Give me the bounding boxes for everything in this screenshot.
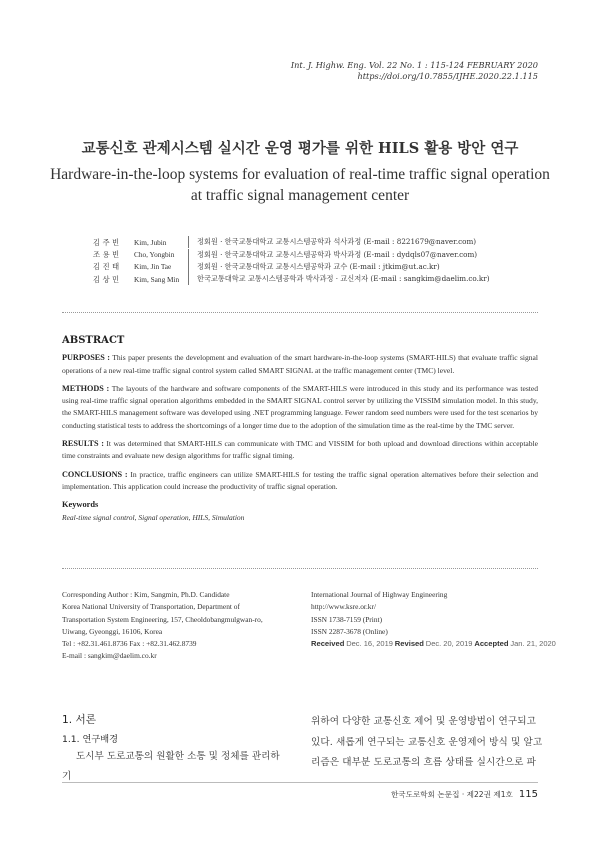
- methods-label: METHODS :: [62, 383, 110, 393]
- abstract-results: [62, 438, 538, 463]
- subsection-heading: 1.1. 연구배경: [62, 734, 118, 745]
- author-row: [93, 248, 490, 260]
- purposes-text: This paper presents the development and evaluation of the smart hardware-in-the-loop systems (SMART-HILS) that evaluate traffic signal operations of a new real-time traffic signal control system called SMART SIGNAL at the traffic management center (TMC) level.: [62, 353, 538, 375]
- publication-line: ISSN 2287-3678 (Online): [311, 626, 388, 636]
- publication-line: ISSN 1738-7159 (Print): [311, 614, 383, 624]
- conclusions-text: In practice, traffic engineers can utilize SMART-HILS for testing the traffic signal operation alternatives before their selection and implementation. This application could increase the productivity of traffic signal operation.: [62, 469, 538, 491]
- abstract-methods: [62, 383, 538, 432]
- results-text: It was determined that SMART-HILS can communicate with TMC and VISSIM for both upload and download directions within acceptable time constraints and evaluate new design algorithms for traffic signal timing.: [62, 439, 538, 461]
- author-affiliation: 정회원 · 한국교통대학교 교통시스템공학과 교수 (E-mail : jtkim@ut.ac.kr): [197, 261, 440, 271]
- corresponding-author-block: [62, 589, 290, 663]
- abstract: [62, 335, 538, 524]
- section-heading: 1. 서론: [62, 714, 96, 726]
- author-name-en: Kim, Jin Tae: [134, 261, 189, 273]
- body-text-left: 도시부 도로교통의 원활한 소통 및 정체를 관리하기: [62, 751, 280, 782]
- title-korean: 교통신호 관제시스템 실시간 운영 평가를 위한 HILS 활용 방안 연구: [81, 140, 519, 157]
- abstract-conclusions: [62, 469, 538, 494]
- revised-label: Revised: [394, 639, 424, 649]
- methods-text: The layouts of the hardware and software components of the SMART-HILS were introduced in this study and its performance was tested using real-time traffic signal operation algorithms embedded in the SMART SIGNAL control server by utilizing the VISSIM simulation model. In this study, the SMART-HILS management software was developed using .NET programming language. Fewer random seed numbers were used for the test scenarios by conducting statistical tests to address the shortcomings of a longer time due to the adoption of the simulation time as the real-time by the TMC server.: [62, 383, 538, 430]
- body-line: 리즘은 대부분 도로교통의 흐름 상태를 실시간으로 파: [311, 757, 536, 768]
- keywords-text: Real-time signal control, Signal operation, HILS, Simulation: [62, 512, 245, 522]
- body-line: 있다. 새롭게 연구되는 교통신호 운영제어 방식 및 알고: [311, 736, 543, 748]
- keywords-heading: Keywords: [62, 500, 99, 510]
- body-line: 위하여 다양한 교통신호 제어 및 운영방법이 연구되고: [311, 716, 536, 727]
- author-name-ko: 조 용 빈: [93, 250, 120, 260]
- author-affiliation: 정회원 · 한국교통대학교 교통시스템공학과 박사과정 (E-mail : dydqls07@naver.com): [197, 249, 478, 259]
- title-english-line-2: at traffic signal management center: [190, 187, 410, 204]
- footer-divider: [62, 782, 538, 783]
- abstract-purposes: [62, 352, 538, 377]
- author-name-en: Kim, Sang Min: [134, 273, 189, 285]
- journal-citation: Int. J. Highw. Eng. Vol. 22 No. 1 : 115-124 FEBRUARY 2020: [290, 60, 538, 70]
- author-name-ko: 김 진 태: [93, 262, 120, 272]
- author-affiliation: 한국교통대학교 교통시스템공학과 박사과정 · 교신저자 (E-mail : sangkim@daelim.co.kr): [197, 274, 490, 284]
- corresponding-line: Transportation System Engineering, 157, Cheoldobangmulgwan-ro,: [62, 614, 263, 624]
- title-english-line-1: Hardware-in-the-loop systems for evaluation of real-time traffic signal operation: [50, 166, 550, 183]
- author-affiliation: 정회원 · 한국교통대학교 교통시스템공학과 석사과정 (E-mail : 8221679@naver.com): [197, 237, 477, 247]
- author-row: [93, 236, 490, 248]
- author-name-en: Cho, Yongbin: [134, 249, 189, 261]
- purposes-label: PURPOSES :: [62, 353, 111, 363]
- footer-journal: 한국도로학회 논문집 · 제22권 제1호: [390, 790, 513, 799]
- page-number: 115: [518, 789, 538, 800]
- divider: [62, 312, 538, 313]
- abstract-heading: ABSTRACT: [62, 335, 125, 346]
- author-list: [93, 236, 490, 286]
- body-text-right: [311, 712, 543, 774]
- journal-doi: https://doi.org/10.7855/IJHE.2020.22.1.115: [357, 71, 538, 81]
- corresponding-line: Uiwang, Gyeonggi, 16106, Korea: [62, 626, 163, 636]
- journal-header: [291, 60, 538, 82]
- author-name-ko: 김 상 민: [93, 274, 120, 284]
- received-label: Received: [311, 639, 345, 649]
- author-name-ko: 김 주 빈: [93, 237, 120, 247]
- publication-dates: [311, 638, 556, 650]
- author-name-en: Kim, Jubin: [134, 236, 189, 248]
- accepted-date: Jan. 21, 2020: [510, 639, 556, 649]
- corresponding-line: Corresponding Author : Kim, Sangmin, Ph.D. Candidate: [62, 590, 230, 599]
- received-date: Dec. 16, 2019: [346, 639, 393, 649]
- corresponding-line: E-mail : sangkim@daelim.co.kr: [62, 651, 157, 661]
- revised-date: Dec. 20, 2019: [425, 639, 473, 649]
- corresponding-line: Korea National University of Transportation, Department of: [62, 602, 240, 612]
- author-row: [93, 261, 490, 273]
- conclusions-label: CONCLUSIONS :: [62, 469, 128, 479]
- page-footer: [391, 789, 538, 800]
- author-row: [93, 273, 490, 285]
- publication-line: International Journal of Highway Engineering: [311, 590, 448, 599]
- corresponding-line: Tel : +82.31.461.8736 Fax : +82.31.462.8739: [62, 639, 197, 649]
- publication-line: http://www.ksre.or.kr/: [311, 602, 377, 612]
- title-english: [40, 164, 560, 206]
- results-label: RESULTS :: [62, 439, 104, 449]
- publication-info-block: [311, 589, 556, 650]
- divider: [62, 568, 538, 569]
- accepted-label: Accepted: [474, 639, 509, 649]
